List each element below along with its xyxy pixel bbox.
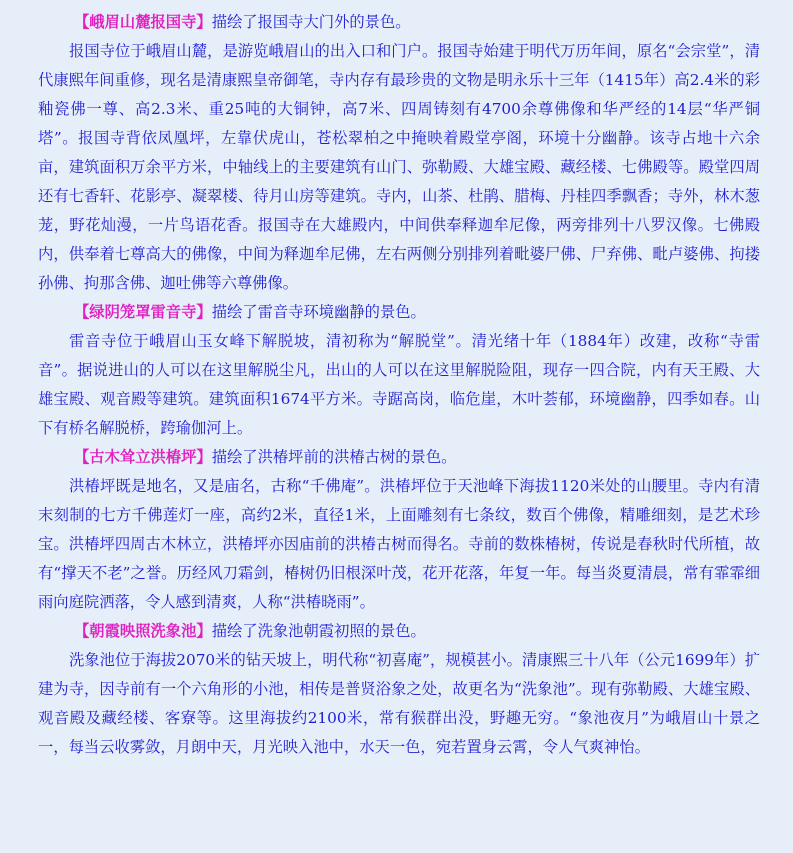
section-body: 报国寺位于峨眉山麓，是游览峨眉山的出入口和门户。报国寺始建于明代万历年间，原名“会宗堂”，清代康熙年间重修，现名是清康熙皇帝御笔，寺内存有最珍贵的文物是明永乐十三年（1415年）高2.4米的彩釉瓷佛一尊、高2.3米、重25吨的大铜钟，高7米、四周铸刻有4700余尊佛像和华严经的14层“华严铜塔”。报国寺背依凤凰坪，左靠伏虎山，苍松翠柏之中掩映着殿堂亭阁，环境十分幽静。该寺占地十六余亩，建筑面积万余平方米，中轴线上的主要建筑有山门、弥勒殿、大雄宝殿、藏经楼、七佛殿等。殿堂四周还有七香轩、花影亭、凝翠楼、待月山房等建筑。寺内，山茶、杜鹃、腊梅、丹桂四季飘香；寺外，林木葱茏，野花灿漫，一片鸟语花香。报国寺在大雄殿内，中间供奉释迦牟尼像，两旁排列十八罗汉像。七佛殿内，供奉着七尊高大的佛像，中间为释迦牟尼佛，左右两侧分别排列着毗婆尸佛、尸弃佛、毗卢婆佛、拘搂孙佛、拘那含佛、迦吐佛等六尊佛像。 <box>38 42 760 292</box>
section-title: 【绿阴笼罩雷音寺】 <box>74 303 212 321</box>
section-title: 【朝霞映照洗象池】 <box>74 622 212 640</box>
section-title: 【古木耸立洪椿坪】 <box>74 448 212 466</box>
section-heading <box>38 617 760 646</box>
section-heading <box>38 298 760 327</box>
section-intro: 描绘了洪椿坪前的洪椿古树的景色。 <box>211 448 457 466</box>
section-intro: 描绘了洗象池朝霞初照的景色。 <box>211 622 426 640</box>
section-body: 洪椿坪既是地名，又是庙名，古称“千佛庵”。洪椿坪位于天池峰下海拔1120米处的山腰里。寺内有清末刻制的七方千佛莲灯一座，高约2米，直径1米，上面雕刻有七条纹，数百个佛像，精雕细刻，是艺术珍宝。洪椿坪四周古木林立，洪椿坪亦因庙前的洪椿古树而得名。寺前的数株椿树，传说是春秋时代所植，故有“撑天不老”之誉。历经风刀霜剑，椿树仍旧根深叶茂，花开花落，年复一年。每当炎夏清晨，常有霏霏细雨向庭院洒落，令人感到清爽，人称“洪椿晓雨”。 <box>38 477 760 611</box>
section-title: 【峨眉山麓报国寺】 <box>74 13 212 31</box>
section-body: 洗象池位于海拔2070米的钻天坡上，明代称“初喜庵”，规模甚小。清康熙三十八年（公元1699年）扩建为寺，因寺前有一个六角形的小池，相传是普贤浴象之处，故更名为“洗象池”。现有弥勒殿、大雄宝殿、观音殿及藏经楼、客寮等。这里海拔约2100米，常有猴群出没，野趣无穷。“象池夜月”为峨眉山十景之一，每当云收雾敛，月朗中天，月光映入池中，水天一色，宛若置身云霄，令人气爽神怡。 <box>38 651 760 756</box>
section-body: 雷音寺位于峨眉山玉女峰下解脱坡，清初称为“解脱堂”。清光绪十年（1884年）改建，改称“寺雷音”。据说进山的人可以在这里解脱尘凡，出山的人可以在这里解脱险阻，现存一四合院，内有天王殿、大雄宝殿、观音殿等建筑。建筑面积1674平方米。寺踞高岗，临危崖，木叶荟郁，环境幽静，四季如春。山下有桥名解脱桥，跨瑜伽河上。 <box>38 332 760 437</box>
section-intro: 描绘了报国寺大门外的景色。 <box>211 13 411 31</box>
document <box>38 8 760 762</box>
section-heading <box>38 8 760 37</box>
section-intro: 描绘了雷音寺环境幽静的景色。 <box>211 303 426 321</box>
section-heading <box>38 443 760 472</box>
